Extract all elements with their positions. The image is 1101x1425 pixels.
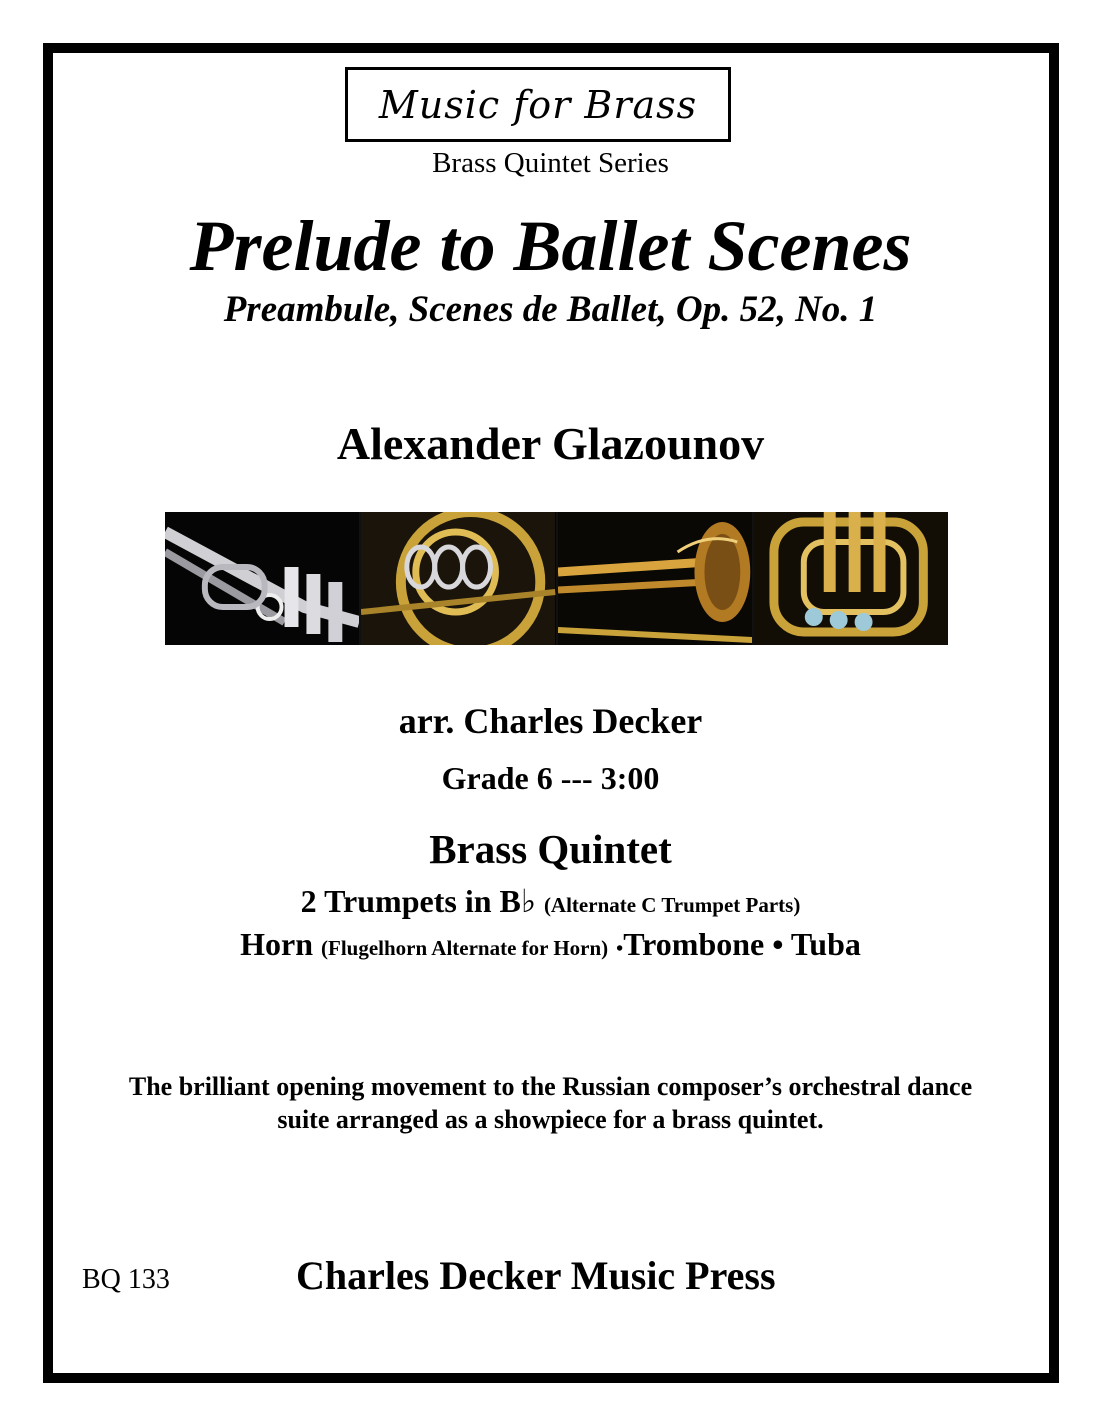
- arranger-credit: arr. Charles Decker: [398, 701, 703, 741]
- horn-label: Horn: [240, 926, 314, 962]
- horn-photo-icon: [361, 512, 557, 645]
- ensemble-name: Brass Quintet: [429, 826, 672, 872]
- instrumentation-line-low-brass: [0, 926, 1101, 963]
- trumpets-label: 2 Trumpets in B♭: [300, 883, 536, 919]
- bullet-separator: •: [616, 938, 624, 960]
- series-title: Music for Brass: [378, 82, 698, 127]
- publisher-name: Charles Decker Music Press: [296, 1253, 776, 1298]
- horn-note: (Flugelhorn Alternate for Horn): [321, 936, 609, 960]
- trombone-label: Trombone: [623, 926, 765, 962]
- description-line-2: suite arranged as a showpiece for a brass quintet.: [277, 1105, 824, 1134]
- series-subtitle: Brass Quintet Series: [432, 147, 669, 179]
- tuba-label: Tuba: [790, 926, 861, 962]
- trumpets-note: (Alternate C Trumpet Parts): [543, 893, 801, 917]
- piece-title: Prelude to Ballet Scenes: [189, 206, 912, 286]
- instrument-photo-strip: [165, 512, 948, 645]
- grade-duration: Grade 6 --- 3:00: [441, 760, 660, 796]
- catalog-number: BQ 133: [82, 1264, 170, 1295]
- piece-subtitle: Preambule, Scenes de Ballet, Op. 52, No. 1: [223, 289, 878, 330]
- tuba-photo-icon: [754, 512, 948, 645]
- piece-description: [0, 1070, 1101, 1136]
- composer-name: Alexander Glazounov: [336, 418, 765, 469]
- bullet-separator: •: [772, 926, 784, 962]
- instrumentation-line-trumpets: [0, 882, 1101, 920]
- description-line-1: The brilliant opening movement to the Russian composer’s orchestral dance: [128, 1072, 973, 1101]
- trumpet-photo-icon: [165, 512, 361, 645]
- trombone-photo-icon: [558, 512, 754, 645]
- series-title-box: [345, 67, 731, 142]
